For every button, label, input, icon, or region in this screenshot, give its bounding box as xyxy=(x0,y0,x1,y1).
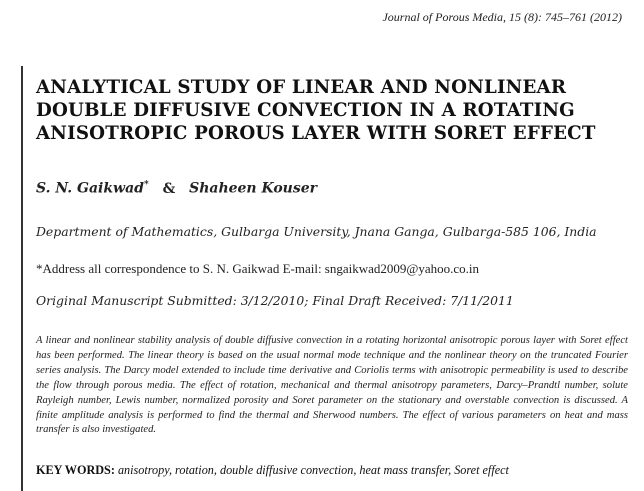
abstract: A linear and nonlinear stability analysis of double diffusive convection in a rotating horizontal anisotropic porous layer with Soret effect has been performed. The linear theory is based on the usual normal mode technique and the nonlinear theory on the truncated Fourier series analysis. The Darcy model extended to include time derivative and Coriolis terms with anisotropic permeability is used to describe the flow through porous media. The effect of rotation, mechanical and thermal anisotropy parameters, Darcy–Prandtl number, solute Rayleigh number, Lewis number, normalized porosity and Soret parameter on the stationary and overstable convection is discussed. A finite amplitude analysis is performed to find the thermal and Sherwood numbers. The effect of various parameters on heat and mass transfer is also investigated. xyxy=(36,335,628,436)
author-1: S. N. Gaikwad xyxy=(36,180,144,197)
journal-reference: Journal of Porous Media, 15 (8): 745–761 (2012) xyxy=(382,10,622,24)
margin-rule xyxy=(21,66,23,491)
author-2: Shaheen Kouser xyxy=(189,180,318,197)
keywords-text: anisotropy, rotation, double diffusive convection, heat mass transfer, Soret effect xyxy=(117,463,509,477)
keywords-line xyxy=(36,463,509,478)
author-separator: & xyxy=(162,180,176,197)
correspondence-note: *Address all correspondence to S. N. Gaikwad E-mail: sngaikwad2009@yahoo.co.in xyxy=(36,261,480,276)
authors-line xyxy=(36,180,317,197)
paper-title: ANALYTICAL STUDY OF LINEAR AND NONLINEAR DOUBLE DIFFUSIVE CONVECTION IN A ROTATING ANISOTROPIC POROUS LAYER WITH SORET EFFECT xyxy=(36,77,596,144)
keywords-label: KEY WORDS: xyxy=(36,463,115,477)
correspondence-mark: * xyxy=(143,180,149,190)
affiliation: Department of Mathematics, Gulbarga University, Jnana Ganga, Gulbarga-585 106, India xyxy=(36,224,597,239)
manuscript-dates: Original Manuscript Submitted: 3/12/2010; Final Draft Received: 7/11/2011 xyxy=(36,293,514,308)
